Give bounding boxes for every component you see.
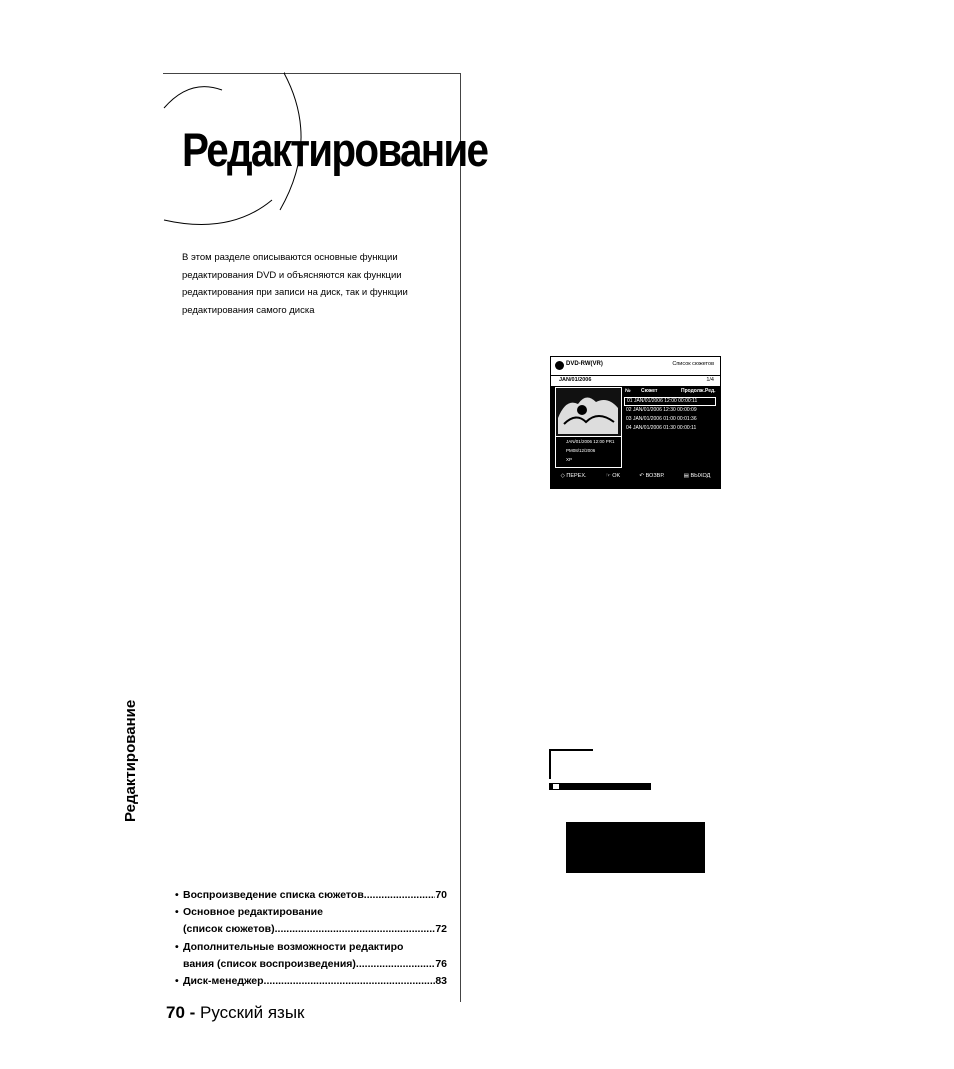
toc-page: 72: [435, 923, 447, 936]
toc-page: 83: [435, 975, 447, 988]
osd-screen-name: Список сюжетов: [672, 361, 714, 367]
screen-fragment-top: [549, 749, 593, 751]
col-edit: Ред.: [705, 388, 716, 394]
bullet-icon: •: [175, 940, 179, 953]
title-row[interactable]: 01 JAN/01/2006 12:00 00:00:11: [624, 397, 716, 406]
osd-disc-type: DVD-RW(VR): [566, 361, 603, 367]
title-list-screen: [550, 356, 721, 489]
toc-item[interactable]: • Основное редактирование: [175, 904, 447, 921]
osd-footer: [551, 473, 720, 479]
col-number: №: [625, 388, 631, 394]
toc-page: 70: [435, 889, 447, 901]
osd-header: [551, 357, 720, 375]
bullet-icon: •: [175, 906, 179, 919]
page-title: Редактирование: [182, 123, 488, 176]
toc-leader: [264, 973, 436, 990]
menu-icon: [552, 783, 560, 790]
screen-fragment-bar: [549, 783, 651, 790]
col-title: Сюжет: [641, 388, 658, 394]
move-icon: ◇: [560, 473, 565, 479]
ok-hint: ☞ OK: [605, 473, 621, 479]
title-row[interactable]: 04 JAN/01/2006 01:30 00:00:11: [626, 425, 697, 431]
move-hint: ◇ ПЕРЕХ.: [560, 473, 587, 479]
title-row[interactable]: 02 JAN/01/2006 12:30 00:00:09: [626, 407, 697, 413]
return-icon: ↶: [639, 473, 645, 479]
footer-separator: -: [184, 1003, 201, 1022]
exit-icon: ▤: [683, 473, 689, 479]
disc-icon: [555, 361, 564, 370]
info-mode: XP: [566, 457, 573, 462]
footer-language: Русский язык: [200, 1003, 305, 1022]
title-row[interactable]: 03 JAN/01/2006 01:00 00:01:36: [626, 416, 697, 422]
side-section-label: Редактирование: [122, 699, 139, 822]
black-screen-box: [566, 822, 705, 873]
osd-title-rows: [624, 397, 716, 433]
toc-item-continued[interactable]: вания (список воспроизведения) ..... 76: [175, 956, 447, 973]
osd-date: JAN/01/2006: [559, 377, 592, 383]
return-hint: ↶ ВОЗВР.: [639, 473, 665, 479]
intro-text: В этом разделе описываются основные функции редактирования DVD и объясняются как функции редактирования при записи на диск, так и функции редактирования самого диска: [182, 252, 408, 316]
page-number: 70: [166, 1003, 185, 1022]
info-date: JAN/01/2006 12:00 PR1: [566, 439, 615, 444]
toc-leader: [356, 956, 435, 973]
ok-icon: ☞: [605, 473, 611, 479]
toc-item[interactable]: • Воспроизведение списка сюжетов ..... 70: [175, 887, 447, 904]
table-of-contents: [175, 887, 447, 990]
exit-hint: ▤ ВЫХОД: [683, 473, 711, 479]
thumbnail-image: [556, 388, 621, 436]
page-footer: [166, 1003, 305, 1023]
toc-page: 76: [435, 957, 447, 970]
thumbnail-preview: [555, 387, 622, 437]
title-info-box: [555, 436, 622, 468]
screen-fragment-edge: [549, 749, 551, 779]
col-duration: Продолж.: [681, 388, 705, 394]
bullet-icon: •: [175, 975, 179, 988]
osd-subheader: [551, 375, 720, 386]
osd-page: 1/4: [706, 377, 714, 383]
info-time: PM08/12/2006: [566, 448, 596, 453]
toc-leader: [364, 887, 436, 904]
toc-item-continued[interactable]: (список сюжетов) ..... 72: [175, 921, 447, 938]
toc-item[interactable]: • Диск-менеджер ..... 83: [175, 973, 447, 990]
bullet-icon: •: [175, 889, 179, 901]
toc-leader: [275, 921, 436, 938]
toc-item[interactable]: • Дополнительные возможности редактиро: [175, 939, 447, 956]
